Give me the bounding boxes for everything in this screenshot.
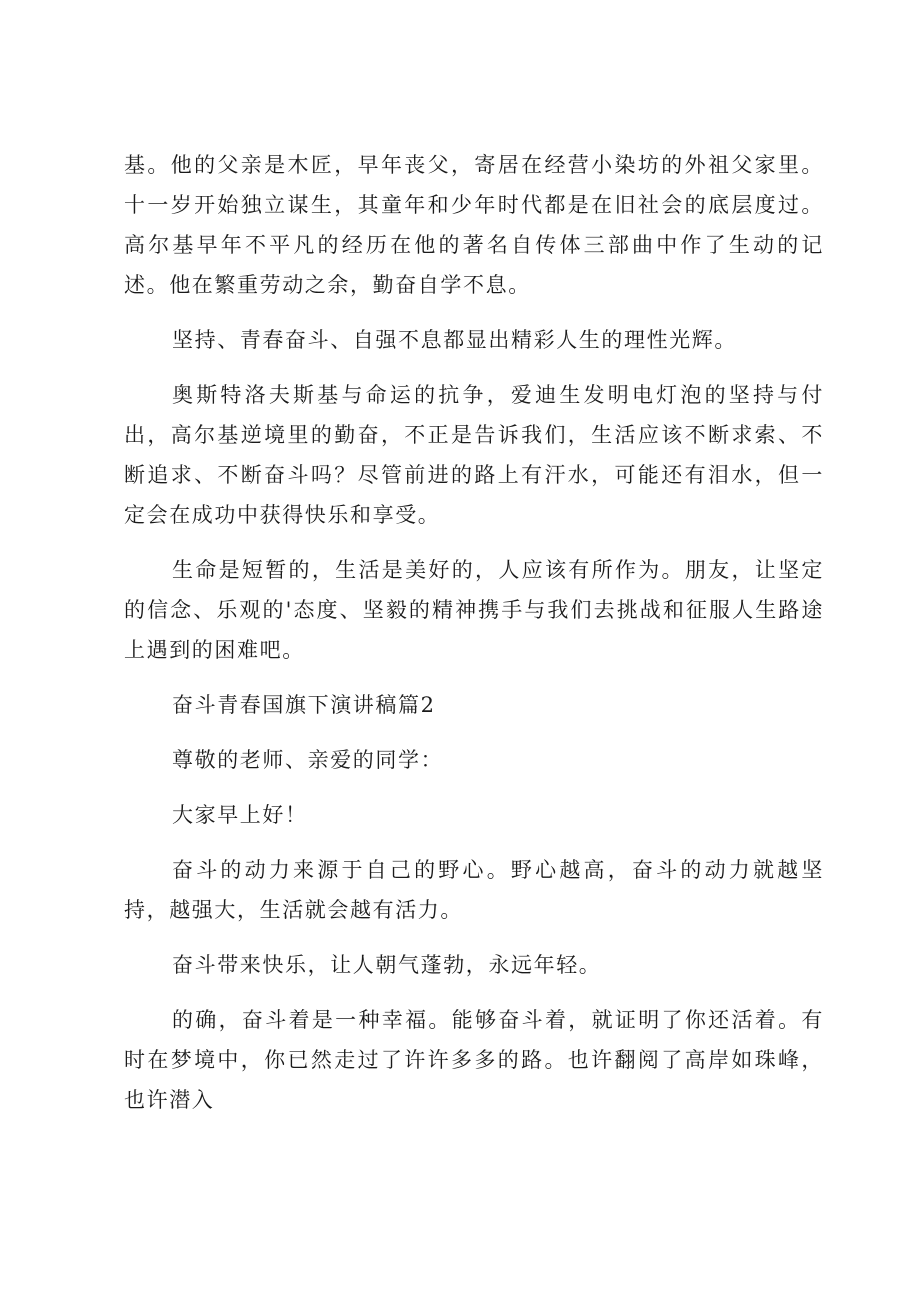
paragraph: 坚持、青春奋斗、自强不息都显出精彩人生的理性光辉。: [172, 328, 737, 352]
salutation: 尊敬的老师、亲爱的同学：: [172, 748, 444, 772]
paragraph: 生命是短暂的，生活是美好的，人应该有所作为。朋友，让坚定的信念、乐观的'态度、坚毅的精神携手与我们去挑战和征服人生路途上遇到的困难吧。: [124, 558, 824, 662]
paragraph: 奥斯特洛夫斯基与命运的抗争，爱迪生发明电灯泡的坚持与付出，高尔基逆境里的勤奋，不正是告诉我们，生活应该不断求索、不断追求、不断奋斗吗？尽管前进的路上有汗水，可能还有泪水，但一定会在成功中获得快乐和享受。: [124, 383, 824, 527]
paragraph: 的确，奋斗着是一种幸福。能够奋斗着，就证明了你还活着。有时在梦境中，你已然走过了许许多多的路。也许翻阅了高岸如珠峰，也许潜入: [124, 1008, 824, 1112]
greeting: 大家早上好！: [172, 803, 308, 827]
section-heading: 奋斗青春国旗下演讲稿篇2: [172, 693, 436, 717]
paragraph-continued: 基。他的父亲是木匠，早年丧父，寄居在经营小染坊的外祖父家里。十一岁开始独立谋生，其童年和少年时代都是在旧社会的底层度过。高尔基早年不平凡的经历在他的著名自传体三部曲中作了生动的记述。他在繁重劳动之余，勤奋自学不息。: [124, 153, 824, 297]
paragraph: 奋斗的动力来源于自己的野心。野心越高，奋斗的动力就越坚持，越强大，生活就会越有活力。: [124, 858, 824, 922]
document-body: [124, 145, 824, 1135]
paragraph: 奋斗带来快乐，让人朝气蓬勃，永远年轻。: [172, 953, 602, 977]
